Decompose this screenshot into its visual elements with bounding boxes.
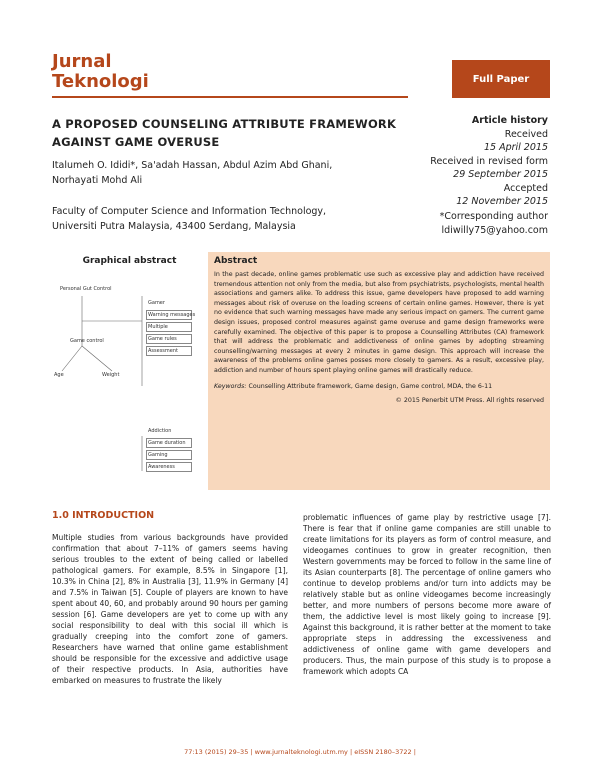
corresponding-email[interactable]: ldiwilly75@yahoo.com: [441, 225, 548, 236]
graphical-abstract-diagram: [52, 276, 207, 476]
abstract-text: In the past decade, online games problematic use such as excessive play and addiction have received tremendous attention not only from the media, but also from psychiatrists, psychologists, mental health associations and gamers alike. To address this issue, game developers have proposed to add warning messages about risk of overuse on the loading screens of certain online games. However, there is yet no evidence that such warning messages have made any serious impact on gamers. The current game design issues, proposed control measures against game overuse and game design frameworks were carefully examined. The objective of this paper is to propose a Counselling Attributes (CA) framework that will address the problematic and addictiveness of online games by adopting streaming counselling/warning messages at every 2 minutes in game design. This approach will increase the awareness of the problems online games posses more closely to gamers. As a result, excessive play, addiction and number of hours spent playing online games will drastically reduce.: [214, 271, 544, 374]
header-divider: [52, 96, 408, 98]
diagram-list2-title: Addiction: [148, 428, 172, 434]
diagram-list1-title: Gamer: [148, 300, 165, 306]
diagram-list1-box-2: [146, 322, 192, 332]
body-right-column: problematic influences of game play by restrictive usage [7]. There is fear that if online game companies are still unable to create limitations for its players as form of control measure, and videogames continues to grow in greater recognition, then Western governments may be forced to follow in the same line of its Asian counterparts [8]. The percentage of online gamers who continue to develop problems and/or turn into addicts may be relatively stable but as online videogames become increasingly better, and more numbers of persons become more aware of them, the addictive level is most likely going to increase [9]. Against this background, it is rather better at the moment to take appropriate steps in addressing the excessiveness and addictiveness of online game with game developers and producers. Thus, the main purpose of this study is to propose a framework which adopts CA: [303, 513, 551, 676]
affiliation: [52, 204, 412, 234]
corresponding-label: *Corresponding author: [439, 211, 548, 222]
title-line2: AGAINST GAME OVERUSE: [52, 135, 220, 149]
journal-name: [52, 52, 149, 92]
article-history: [388, 114, 548, 209]
accepted-date: 12 November 2015: [456, 196, 548, 207]
page-footer: 77:13 (2015) 29–35 | www.jurnalteknologi.utm.my | eISSN 2180–3722 |: [184, 748, 416, 756]
body-left-column: Multiple studies from various backgrounds have provided confirmation that about 7–11% of gamers seems having serious troubles to the extent of being called or labelled pathological gamers. For example, 8.5% in Singapore [1], 10.3% in China [2], 8% in Australia [3], 11.9% in Germany [4] and 7.5% in Taiwan [5]. Couple of players are known to have spent about 40, 60, and probably around 90 hours per gaming session [6]. Game developers are yet to come up with any social responsibility to deal with this social ill which is gradually creeping into the comfort zone of gamers. Researchers have warned that online game establishment should be responsible for the excessive and addictive usage of their respective products. In Asia, authorities have embarked on measures to frustrate the likely: [52, 533, 288, 685]
title-line1: A PROPOSED COUNSELING ATTRIBUTE FRAMEWORK: [52, 117, 397, 131]
authors-line1: Italumeh O. Ididi*, Sa'adah Hassan, Abdul Azim Abd Ghani,: [52, 160, 333, 171]
keywords-label: Keywords:: [214, 382, 247, 390]
diagram-left-leaf: Age: [54, 372, 64, 378]
abstract-panel: [208, 252, 550, 490]
graphical-abstract-title: Graphical abstract: [82, 256, 177, 266]
section-heading: 1.0 INTRODUCTION: [52, 510, 155, 521]
full-paper-badge: [452, 60, 550, 98]
corresponding-author: [388, 210, 548, 238]
diagram-list1-item: Multiple: [148, 324, 168, 330]
keywords-text: Counselling Attribute framework, Game design, Game control, MDA, the 6-11: [248, 382, 493, 390]
diagram-mid-label: Game control: [70, 338, 104, 344]
diagram-list2-item: Game duration: [148, 440, 186, 446]
abstract-title: Abstract: [214, 256, 258, 266]
journal-name-line1: Jurnal: [52, 51, 112, 72]
full-paper-label: Full Paper: [472, 73, 530, 85]
copyright-notice: © 2015 Penerbit UTM Press. All rights reserved: [395, 396, 544, 404]
diagram-root-label: Personal Gut Control: [60, 286, 112, 292]
diagram-list1-box-1: [146, 310, 196, 320]
authors-line2: Norhayati Mohd Ali: [52, 175, 143, 186]
diagram-list2-item: Awareness: [148, 464, 175, 470]
received-label: Received: [504, 128, 548, 140]
diagram-list1-item: Game rules: [148, 336, 177, 342]
received-date: 15 April 2015: [483, 142, 548, 153]
revised-date: 29 September 2015: [453, 169, 548, 180]
diagram-list2-box-1: [146, 438, 192, 448]
diagram-list1-box-4: [146, 346, 192, 356]
history-heading: Article history: [471, 115, 548, 126]
affiliation-line2: Universiti Putra Malaysia, 43400 Serdang, Malaysia: [52, 221, 296, 232]
affiliation-line1: Faculty of Computer Science and Information Technology,: [52, 206, 327, 217]
diagram-list1-item: Assessment: [148, 348, 178, 354]
diagram-list2-box-2: [146, 450, 192, 460]
article-title: [52, 115, 412, 151]
diagram-list2-item: Gaming: [148, 452, 168, 458]
revised-label: Received in revised form: [430, 155, 548, 167]
author-list: [52, 158, 412, 188]
journal-name-line2: Teknologi: [52, 71, 149, 92]
keywords: [208, 376, 550, 391]
diagram-list1-item: Warning messages: [148, 312, 196, 318]
diagram-list1-box-3: [146, 334, 192, 344]
accepted-label: Accepted: [503, 182, 548, 194]
diagram-list2-box-3: [146, 462, 192, 472]
diagram-right-leaf: Weight: [102, 372, 120, 378]
